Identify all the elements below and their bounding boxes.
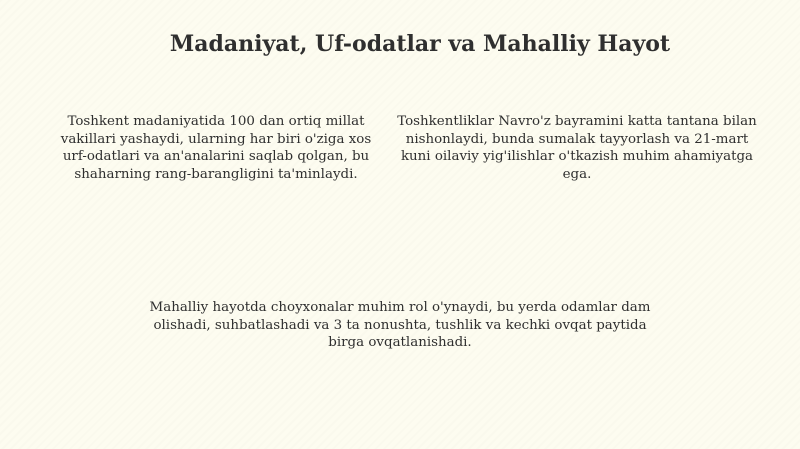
paragraph-bottom: Mahalliy hayotda choyxonalar muhim rol o'ynaydi, bu yerda odamlar dam olishadi, suhbatlashadi va 3 ta nonushta, tushlik va kechki ovqat paytida birga ovqatlanishadi. bbox=[149, 300, 651, 350]
paragraph-right: Toshkentliklar Navro'z bayramini katta tantana bilan nishonlaydi, bunda sumalak tayyorlash va 21-mart kuni oilaviy yig'ilishlar o'tkazish muhim ahamiyatga ega. bbox=[397, 114, 757, 182]
paragraph-left: Toshkent madaniyatida 100 dan ortiq millat vakillari yashaydi, ularning har biri o'ziga xos urf-odatlari va an'analarini saqlab qolgan, bu shaharning rang-barangligini ta'minlaydi. bbox=[60, 114, 372, 182]
slide-title: Madaniyat, Uf-odatlar va Mahalliy Hayot bbox=[169, 31, 671, 57]
